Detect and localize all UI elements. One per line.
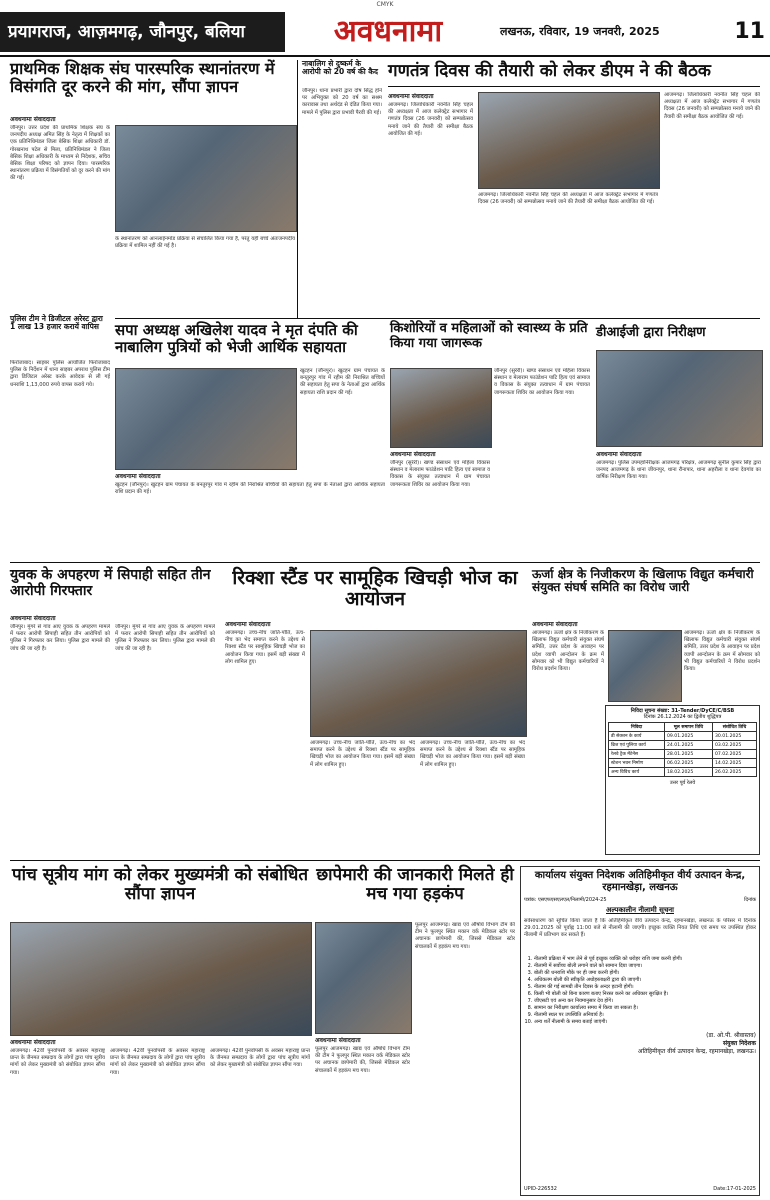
five-point-body-col3: आजमगढ़। 42वीं पुनर्वापसी के अवसर महाराष्ट्र प्रान्त के जैनमत सम्प्रदाय के लोगों द्वारा पांच सूत्रीय मांगों को लेकर मुख्यमंत्री को संबोधित ज्ञापन सौंपा गया। [210,1048,310,1069]
energy-body-col2: आजमगढ़। ऊर्जा क्षेत्र के निजीकरण के खिलाफ विद्युत कर्मचारी संयुक्त संघर्ष समिति, उत्तर प्रदेश के आवाहन पर प्रदेश व्यापी आन्दोलन के क्रम में सोमवार को भी विद्युत कर्मचारियों ने विरोध प्रदर्शन किया। [684,630,760,673]
republic-day-photo [478,92,660,189]
dig-inspection-body: आजमगढ़। पुलिस उपमहानिरीक्षक आजमगढ़ परिक्षेत्र, आजमगढ़ सुनील कुमार सिंह द्वारा जनपद आजमगढ़ के थाना जीयनपुर, थाना रौनापार, थाना अहरौला व थाना देवगांव का वार्षिक निरीक्षण किया गया। [596,460,761,481]
five-point-photo [10,922,312,1036]
notice-point: 7. जीएसटी एवं अन्य कर नियमानुसार देय होंगे। [534,998,756,1005]
teacher-transfer-body: जौनपुर। उत्तर प्रदेश की प्राथमिक शिक्षक संघ के जनपदीय अध्यक्ष अमित सिंह के नेतृत्व में शिक्षकों का एक प्रतिनिधिमंडल जिला बेसिक शिक्षा अधिकारी डॉ. गोरखनाथ पटेल से मिला, प्रतिनिधिमंडल ने जिला बेसिक शिक्षा अधिकारी के माध्यम से निदेशक, सचिव बेसिक शिक्षा परिषद को ज्ञापन दिया। पारस्परिक स्थानांतरण प्रक्रिया में विसंगतियों को दूर करने की मांग की गई। [10,125,110,182]
rickshaw-body-col1: आजमगढ़। उच्च-नीच जाति-पाँति, ऊंच-नीच का भेद समाप्त करने के उद्देश्य से रिक्शा स्टैंड पर सामूहिक खिचड़ी भोज का आयोजन किया गया। इसमें बड़ी संख्या में लोग शामिल हुए। [225,630,305,665]
rickshaw-byline: अवधनामा संवाददाता [225,621,271,628]
tender-date: दिनांक 26.12.2024 का द्वितीय शुद्धिपत्र [643,714,722,720]
notice-headline: कार्यालय संयुक्त निदेशक अतिहिमीकृत वीर्य उत्पादन केन्द्र, रहमानखेड़ा, लखनऊ [534,870,746,893]
republic-day-headline: गणतंत्र दिवस की तैयारी को लेकर डीएम ने की बैठक [388,61,711,81]
notice-ref: पत्रांक: एसएफएसएलएल/निलामी/2024-25 [524,897,607,903]
akhilesh-aid-sidebar: खुटहन (जौनपुर)। खुटहन ग्राम पंचायत के बनतुरपुर गांव में रहीम की निराश्रित बच्चियों की सहायता हेतु सपा के नेताओं द्वारा आर्थिक सहायता राशि प्रदान की गई। [300,368,385,396]
akhilesh-aid-headline: सपा अध्यक्ष अखिलेश यादव ने मृत दंपति की नाबालिग पुत्रियों को भेजी आर्थिक सहायता [115,321,358,356]
akhilesh-aid-body: खुटहन (जौनपुर)। खुटहन ग्राम पंचायत के बनतुरपुर गांव में रहीम की निराश्रित बच्चियों की सहायता हेतु सपा के नेताओं द्वारा आर्थिक सहायता राशि प्रदान की गई। [115,482,385,496]
kidnap-body-col1: जौनपुर। मुंगरे से गांव आए युवक के अपहरण मामले में फरार आरोपी सिपाही सहित तीन आरोपियों को पुलिस ने गिरफ्तार कर लिया। पुलिस द्वारा मामले की जांच की जा रही है। [10,624,110,652]
notice-point: 9. नीलामी स्थल पर उपस्थिति अनिवार्य है। [534,1012,756,1019]
minor-case-body: जौनपुर। थाना प्रभारी द्वारा दोष सिद्ध होने पर अभियुक्त को 20 वर्ष का सश्रम कारावास तथा अर्थदंड से दंडित किया गया। मामले में पुलिस द्वारा प्रभावी पैरवी की गई। [302,88,382,116]
tender-header: निविदा [609,723,665,732]
notice-dated: दिनांक [744,897,756,903]
tender-notice [605,705,760,855]
energy-headline: ऊर्जा क्षेत्र के निजीकरण के खिलाफ विद्युत कर्मचारी संयुक्त संघर्ष समिति का विरोध जारी [532,567,754,595]
tender-row: डी सेक्शन के कार्य 09.01.2025 30.01.2025 [609,732,757,741]
masthead-rule [0,55,770,57]
tender-row: अन्य विविध कार्य 18.02.2025 26.02.2025 [609,768,757,777]
republic-day-body-continued: आजमगढ़। जिलाधिकारी नवनीत सिंह चहल की अध्यक्षता में आज कलेक्ट्रेट सभागार में गणतंत्र दिवस (26 जनवरी) को सम्पन्नोत्सव मनाये जाने की तैयारी की समीक्षा बैठक आयोजित की गई। [478,192,658,206]
akhilesh-aid-photo [115,368,297,470]
police-digital-headline: पुलिस टीम ने डिजीटल अरेस्ट द्वारा 1 लाख 13 हजार करायें वापिस [10,314,103,332]
rickshaw-body-col2: आजमगढ़। उच्च-नीच जाति-पाँति, ऊंच-नीच का भेद समाप्त करने के उद्देश्य से रिक्शा स्टैंड पर सामूहिक खिचड़ी भोज का आयोजन किया गया। इसमें बड़ी संख्या में लोग शामिल हुए। [310,740,415,768]
cmyk-mark: CMYK [376,1,394,8]
section-rule-1 [115,318,760,319]
auction-notice [520,866,760,1196]
rickshaw-body-col3: आजमगढ़। उच्च-नीच जाति-पाँति, ऊंच-नीच का भेद समाप्त करने के उद्देश्य से रिक्शा स्टैंड पर सामूहिक खिचड़ी भोज का आयोजन किया गया। इसमें बड़ी संख्या में लोग शामिल हुए। [420,740,525,768]
notice-point: 4. अधिकतम बोली की स्वीकृति अधोहस्ताक्षरी द्वारा की जाएगी। [534,977,756,984]
five-point-body-col1: आजमगढ़। 42वीं पुनर्वापसी के अवसर महाराष्ट्र प्रान्त के जैनमत सम्प्रदाय के लोगों द्वारा पांच सूत्रीय मांगों को लेकर मुख्यमंत्री को संबोधित ज्ञापन सौंपा गया। [10,1048,105,1076]
notice-point: 1. नीलामी प्रक्रिया में भाग लेने से पूर्व इच्छुक व्यक्ति को धरोहर राशि जमा करनी होगी। [534,956,756,963]
teacher-transfer-byline: अवधनामा संवाददाता [10,116,56,123]
republic-day-body-col3: आजमगढ़। जिलाधिकारी नवनीत सिंह चहल की अध्यक्षता में आज कलेक्ट्रेट सभागार में गणतंत्र दिवस (26 जनवरी) को सम्पन्नोत्सव मनाये जाने की तैयारी की समीक्षा बैठक आयोजित की गई। [664,92,760,120]
women-health-headline: किशोरियों व महिलाओं को स्वास्थ्य के प्रति किया गया जागरूक [390,321,588,351]
women-health-photo [390,368,492,448]
tender-row: रेलवे ट्रैक मेंटेनेंस 28.01.2025 07.02.2025 [609,750,757,759]
minor-case-headline: नाबालिग से दुष्कर्म के आरोपी को 20 वर्ष की कैद [302,59,379,77]
women-health-side: जौनपुर (सुरेरी)। खण्ड संसाधन एवं महिला विकास संस्थान व मेलाराम फाउंडेशन पाटि हित्य एवं सामाज व विकास के संयुक्त तत्वाधान में ग्राम पंचायत जागरूकता शिविर का आयोजन किया गया। [494,368,590,396]
newspaper-logo: अवधनामा [333,14,443,49]
teacher-transfer-headline: प्राथमिक शिक्षक संघ पारस्परिक स्थानांतरण में विसंगति दूर करने की मांग, सौंपा ज्ञापन [10,59,275,96]
dig-inspection-headline: डीआईजी द्वारा निरीक्षण [596,325,706,340]
tender-row: ब्रिज एवं पुलिया कार्य 24.01.2025 03.02.2025 [609,741,757,750]
region-banner: प्रयागराज, आज़मगढ़, जौनपुर, बलिया [0,12,285,52]
republic-day-byline: अवधनामा संवाददाता [388,93,434,100]
tender-title: निविदा सूचना संख्या: 31-Tender/DyCE/C/BSB [630,708,735,714]
page-number: 11 [734,19,765,44]
dig-inspection-byline: अवधनामा संवाददाता [596,451,642,458]
notice-sign-title: संयुक्त निदेशक [722,1040,756,1047]
five-point-byline: अवधनामा संवाददाता [10,1039,56,1046]
tender-header: मूल समापन तिथि [664,723,712,732]
notice-point: 10. अन्य शर्तें नीलामी के समय बताई जाएंगी। [534,1019,756,1026]
kidnap-byline: अवधनामा संवाददाता [10,615,56,622]
tender-table [608,722,757,777]
notice-point: 2. नीलामी में सर्वोच्च बोली लगाने वाले को सामान दिया जाएगा। [534,963,756,970]
notice-point: 5. नीलाम की गई सामग्री तीन दिवस के अन्दर हटानी होगी। [534,984,756,991]
raid-photo [315,922,412,1034]
teacher-transfer-body-continued: के स्थानांतरण को आनलाईनमोड प्रक्रिया से संचालित किया गया है, परंतु यही बच्चे अंतःजनपदीय प्रक्रिया में शामिल नहीं की गई है। [115,236,295,250]
police-digital-body: फिरोजाबाद। साइबर पुलिस आयोजित फिरोजाबाद पुलिस के निर्देशन में थाना साइबर अपराध पुलिस टीम द्वारा डिजिटल अरेस्ट करके आवेदक से ली गई धनराशि 1,13,000 रुपये वापस कराये गये। [10,360,110,388]
notice-body: सर्वसाधारण को सूचित किया जाता है कि अतिहिमीकृत वीर्य उत्पादन केन्द्र, रहमानखेड़ा, लखनऊ के परिसर में दिनांक 29.01.2025 को पूर्वाह्न 11:00 बजे से नीलामी की जाएगी। इच्छुक व्यक्ति नियत तिथि एवं समय पर उपस्थित होकर नीलामी में प्रतिभाग कर सकते हैं। [524,918,756,939]
kidnap-body-col2: जौनपुर। मुंगरे से गांव आए युवक के अपहरण मामले में फरार आरोपी सिपाही सहित तीन आरोपियों को पुलिस ने गिरफ्तार कर लिया। पुलिस द्वारा मामले की जांच की जा रही है। [115,624,215,652]
five-point-body-col2: आजमगढ़। 42वीं पुनर्वापसी के अवसर महाराष्ट्र प्रान्त के जैनमत सम्प्रदाय के लोगों द्वारा पांच सूत्रीय मांगों को लेकर मुख्यमंत्री को संबोधित ज्ञापन सौंपा गया। [110,1048,205,1076]
section-rule-2 [10,562,760,563]
women-health-body: जौनपुर (सुरेरी)। खण्ड संसाधन एवं महिला विकास संस्थान व मेलाराम फाउंडेशन पाटि हित्य एवं सामाज व विकास के संयुक्त तत्वाधान में ग्राम पंचायत जागरूकता शिविर का आयोजन किया गया। [390,460,490,488]
raid-byline: अवधनामा संवाददाता [315,1037,361,1044]
edition-date: लखनऊ, रविवार, 19 जनवरी, 2025 [500,25,660,38]
republic-day-body: आजमगढ़। जिलाधिकारी नवनीत सिंह चहल की अध्यक्षता में आज कलेक्ट्रेट सभागार में गणतंत्र दिवस (26 जनवरी) को सम्पन्नोत्सव मनाये जाने की तैयारी की समीक्षा बैठक आयोजित की गई। [388,102,473,137]
energy-photo [608,630,682,702]
notice-subtitle: अल्पकालीन नीलामी सूचना [606,906,674,914]
women-health-byline: अवधनामा संवाददाता [390,451,436,458]
notice-point: 8. सामान का निरीक्षण कार्यालय समय में किया जा सकता है। [534,1005,756,1012]
tender-header: संशोधित तिथि [713,723,757,732]
kidnap-headline: युवक के अपहरण में सिपाही सहित तीन आरोपी गिरफ्तार [10,567,211,599]
energy-byline: अवधनामा संवाददाता [532,621,578,628]
republic-day-rule [388,86,760,87]
notice-point: 3. बोली की धनराशि मौके पर ही जमा करनी होगी। [534,970,756,977]
tender-row: स्टेशन भवन निर्माण 06.02.2025 14.02.2025 [609,759,757,768]
column-divider [297,60,298,318]
akhilesh-aid-byline: अवधनामा संवाददाता [115,473,161,480]
tender-footer: उत्तर पूर्व रेलवे [669,780,696,786]
energy-body-col1: आजमगढ़। ऊर्जा क्षेत्र के निजीकरण के खिलाफ विद्युत कर्मचारी संयुक्त संघर्ष समिति, उत्तर प्रदेश के आवाहन पर प्रदेश व्यापी आन्दोलन के क्रम में सोमवार को भी विद्युत कर्मचारियों ने विरोध प्रदर्शन किया। [532,630,604,673]
rickshaw-photo [310,630,527,737]
five-point-headline: पांच सूत्रीय मांग को लेकर मुख्यमंत्री को संबोधित सौंपा ज्ञापन [11,865,309,905]
raid-headline: छापेमारी की जानकारी मिलते ही मच गया हड़कंप [316,865,514,905]
notice-sign-org: अतिहिमीकृत वीर्य उत्पादन केन्द्र, रहमानखेड़ा, लखनऊ। [637,1048,756,1055]
notice-code: UPID-226532 [524,1186,557,1192]
teacher-transfer-photo [115,125,297,232]
section-rule-3 [10,860,760,861]
notice-sign-name: (डा. ओ.पी. श्रीवास्तव) [706,1032,756,1039]
raid-body-col1: फूलपुर आजमगढ़। खाद्य एवं औषधि विभाग टीम की टीम ने फूलपुर स्थित मकान वर्क मेडिकल स्टोर पर अचानक छापेमारी की, जिससे मेडिकल स्टोर संचालकों में हड़कंप मच गया। [315,1046,410,1074]
rickshaw-headline: रिक्शा स्टैंड पर सामूहिक खिचड़ी भोज का आयोजन [232,567,518,611]
notice-point: 6. किसी भी बोली को बिना कारण बताए निरस्त करने का अधिकार सुरक्षित है। [534,991,756,998]
notice-date-footer: Date:17-01-2025 [713,1186,756,1192]
dig-inspection-photo [596,350,763,447]
notice-points [524,956,756,1026]
raid-body-col2: फूलपुर आजमगढ़। खाद्य एवं औषधि विभाग टीम की टीम ने फूलपुर स्थित मकान वर्क मेडिकल स्टोर पर अचानक छापेमारी की, जिससे मेडिकल स्टोर संचालकों में हड़कंप मच गया। [415,922,515,950]
